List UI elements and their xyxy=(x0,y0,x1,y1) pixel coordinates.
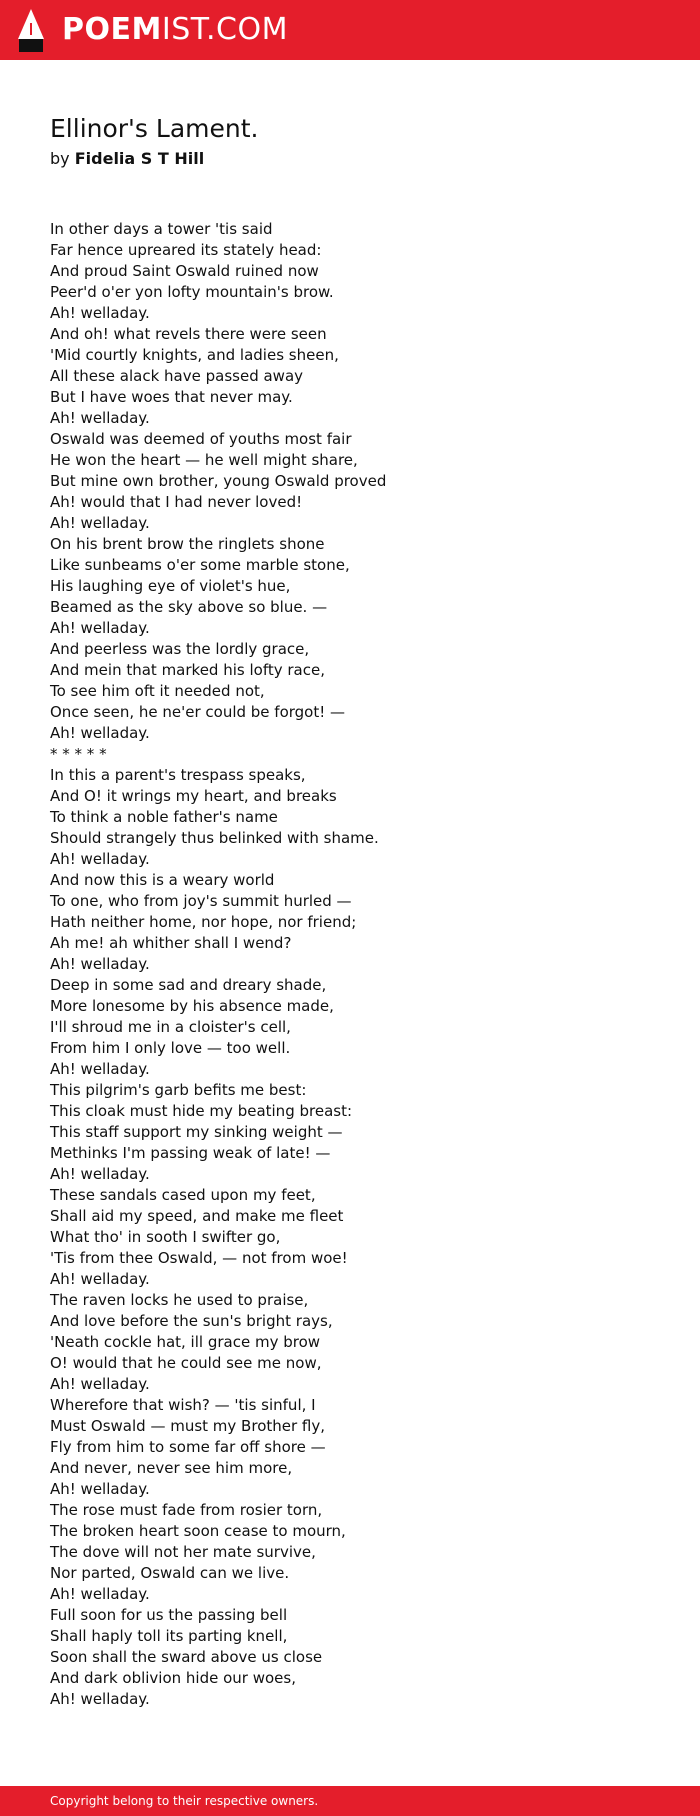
poem-line: But mine own brother, young Oswald proved xyxy=(50,472,387,490)
poem-line: Wherefore that wish? — 'tis sinful, I xyxy=(50,1396,316,1414)
poem-line: Ah! welladay. xyxy=(50,955,150,973)
poem-line: Peer'd o'er yon lofty mountain's brow. xyxy=(50,283,334,301)
poem-line: The dove will not her mate survive, xyxy=(50,1543,316,1561)
poem-line: His laughing eye of violet's hue, xyxy=(50,577,291,595)
poem-line: In this a parent's trespass speaks, xyxy=(50,766,306,784)
poem-line: And dark oblivion hide our woes, xyxy=(50,1669,296,1687)
poem-line: 'Neath cockle hat, ill grace my brow xyxy=(50,1333,321,1351)
poem-line: O! would that he could see me now, xyxy=(50,1354,322,1372)
poem-line: Ah! welladay. xyxy=(50,1480,150,1498)
poem-line: Deep in some sad and dreary shade, xyxy=(50,976,327,994)
poem-line: To think a noble father's name xyxy=(50,808,278,826)
poem-body xyxy=(50,219,386,1710)
logo-bold-text: POEM xyxy=(62,12,162,47)
poem-line: In other days a tower 'tis said xyxy=(50,220,273,238)
site-header xyxy=(0,0,700,60)
poem-line: Ah! welladay. xyxy=(50,1060,150,1078)
poem-line: Ah! welladay. xyxy=(50,1165,150,1183)
poem-line: Should strangely thus belinked with shame. xyxy=(50,829,379,847)
poem-line: Ah! welladay. xyxy=(50,850,150,868)
poem-line: Hath neither home, nor hope, nor friend; xyxy=(50,913,357,931)
poem-line: Shall aid my speed, and make me fleet xyxy=(50,1207,344,1225)
poem-line: And now this is a weary world xyxy=(50,871,275,889)
poem-line: And oh! what revels there were seen xyxy=(50,325,327,343)
poem-line: On his brent brow the ringlets shone xyxy=(50,535,325,553)
poem-line: Like sunbeams o'er some marble stone, xyxy=(50,556,350,574)
poem-line: Ah! welladay. xyxy=(50,1375,150,1393)
poem-line: And peerless was the lordly grace, xyxy=(50,640,310,658)
poem-line: Nor parted, Oswald can we live. xyxy=(50,1564,290,1582)
poem-line: To see him oft it needed not, xyxy=(50,682,265,700)
poem-line: Full soon for us the passing bell xyxy=(50,1606,288,1624)
poem-line: Fly from him to some far off shore — xyxy=(50,1438,326,1456)
poem-line: This cloak must hide my beating breast: xyxy=(50,1102,353,1120)
poem-line: Ah! welladay. xyxy=(50,1690,150,1708)
pen-nib-icon[interactable] xyxy=(18,9,44,52)
poem-line: And mein that marked his lofty race, xyxy=(50,661,325,679)
poem-line: What tho' in sooth I swifter go, xyxy=(50,1228,281,1246)
poem-line: Ah! would that I had never loved! xyxy=(50,493,303,511)
poem-line: 'Mid courtly knights, and ladies sheen, xyxy=(50,346,339,364)
poem-line: I'll shroud me in a cloister's cell, xyxy=(50,1018,291,1036)
poem-line: More lonesome by his absence made, xyxy=(50,997,334,1015)
poem-line: The raven locks he used to praise, xyxy=(50,1291,309,1309)
poem-line: Oswald was deemed of youths most fair xyxy=(50,430,352,448)
poem-line: This staff support my sinking weight — xyxy=(50,1123,343,1141)
poem-line: Methinks I'm passing weak of late! — xyxy=(50,1144,331,1162)
poem-line: Ah! welladay. xyxy=(50,409,150,427)
poem-line: Ah! welladay. xyxy=(50,514,150,532)
poem-line: Shall haply toll its parting knell, xyxy=(50,1627,288,1645)
poem-line: These sandals cased upon my feet, xyxy=(50,1186,316,1204)
poem-line: And never, never see him more, xyxy=(50,1459,293,1477)
poem-line: Ah! welladay. xyxy=(50,724,150,742)
poem-line: All these alack have passed away xyxy=(50,367,304,385)
poem-line: Ah! welladay. xyxy=(50,619,150,637)
poem-line: And proud Saint Oswald ruined now xyxy=(50,262,319,280)
poem-line: Ah me! ah whither shall I wend? xyxy=(50,934,292,952)
poem-line: Ah! welladay. xyxy=(50,304,150,322)
poem-line: Soon shall the sward above us close xyxy=(50,1648,323,1666)
poem-line: To one, who from joy's summit hurled — xyxy=(50,892,352,910)
copyright-text: Copyright belong to their respective owners. xyxy=(50,1794,319,1808)
poem-line: Must Oswald — must my Brother fly, xyxy=(50,1417,326,1435)
poem-line: From him I only love — too well. xyxy=(50,1039,291,1057)
poem-line: Ah! welladay. xyxy=(50,1585,150,1603)
poem-line: Far hence upreared its stately head: xyxy=(50,241,322,259)
poem-title: Ellinor's Lament. xyxy=(50,114,259,143)
poem-line: * * * * * xyxy=(50,745,107,763)
logo-light-text: IST.COM xyxy=(161,12,288,47)
site-logo[interactable] xyxy=(62,11,288,49)
byline xyxy=(50,148,204,170)
byline-prefix: by xyxy=(50,149,70,168)
poem-line: This pilgrim's garb befits me best: xyxy=(50,1081,307,1099)
author-name[interactable]: Fidelia S T Hill xyxy=(74,149,205,168)
poem-line: And O! it wrings my heart, and breaks xyxy=(50,787,337,805)
poem-line: The broken heart soon cease to mourn, xyxy=(50,1522,346,1540)
poem-line: Beamed as the sky above so blue. — xyxy=(50,598,328,616)
poem-line: And love before the sun's bright rays, xyxy=(50,1312,333,1330)
poem-line: But I have woes that never may. xyxy=(50,388,293,406)
poem-line: Ah! welladay. xyxy=(50,1270,150,1288)
poem-line: The rose must fade from rosier torn, xyxy=(50,1501,323,1519)
poem-line: He won the heart — he well might share, xyxy=(50,451,358,469)
poem-line: 'Tis from thee Oswald, — not from woe! xyxy=(50,1249,348,1267)
site-footer xyxy=(0,1786,700,1816)
poem-line: Once seen, he ne'er could be forgot! — xyxy=(50,703,346,721)
